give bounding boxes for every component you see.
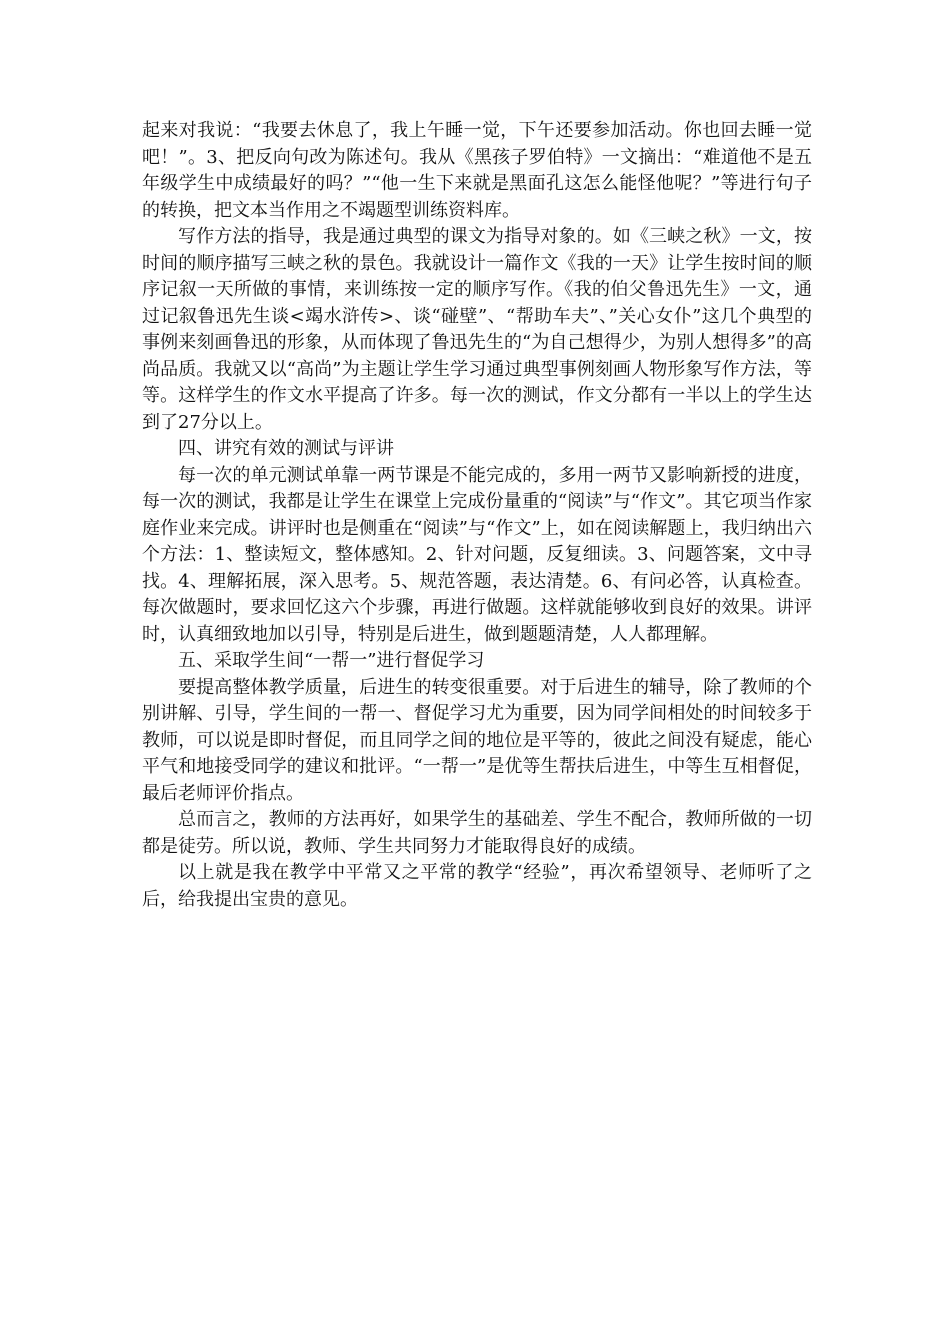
paragraph-writing-guidance: 写作方法的指导，我是通过典型的课文为指导对象的。如《三峡之秋》一文，按时间的顺序描写三峡之秋的景色。我就设计一篇作文《我的一天》让学生按时间的顺序记叙一天所做的事情，来训练按一定的顺序写作。《我的伯父鲁迅先生》一文，通过记叙鲁迅先生谈<竭水浒传>、谈“碰壁”、“帮助车夫”、”关心女仆”这几个典型的事例来刻画鲁迅的形象，从而体现了鲁迅先生的“为自己想得少，为别人想得多”的高尚品质。我就又以“高尚”为主题让学生学习通过典型事例刻画人物形象写作方法，等等。这样学生的作文水平提高了许多。每一次的测试，作文分都有一半以上的学生达到了27分以上。 — [142, 226, 812, 433]
paragraph-closing: 以上就是我在教学中平常又之平常的教学“经验”，再次希望领导、老师听了之后，给我提出宝贵的意见。 — [142, 862, 812, 910]
paragraph-testing: 每一次的单元测试单靠一两节课是不能完成的，多用一两节又影响新授的进度，每一次的测试，我都是让学生在课堂上完成份量重的“阅读”与“作文”。其它项当作家庭作业来完成。讲评时也是侧重在“阅读”与“作文”上，如在阅读解题上，我归纳出六个方法：1、整读短文，整体感知。2、针对问题，反复细读。3、问题答案，文中寻找。4、理解拓展，深入思考。5、规范答题，表达清楚。6、有问必答，认真检查。每次做题时，要求回忆这六个步骤，再进行做题。这样就能够收到良好的效果。讲评时，认真细致地加以引导，特别是后进生，做到题题清楚，人人都理解。 — [142, 464, 812, 645]
paragraph-continuation: 起来对我说：“我要去休息了，我上午睡一觉，下午还要参加活动。你也回去睡一觉吧！”。3、把反向句改为陈述句。我从《黑孩子罗伯特》一文摘出：“难道他不是五年级学生中成绩最好的吗？”“他一生下来就是黑面孔这怎么能怪他呢？”等进行句子的转换，把文本当作用之不竭题型训练资料库。 — [142, 120, 812, 221]
section-heading-peer-help: 五、采取学生间“一帮一”进行督促学习 — [178, 650, 485, 671]
section-heading-testing: 四、讲究有效的测试与评讲 — [178, 438, 394, 459]
paragraph-summary: 总而言之，教师的方法再好，如果学生的基础差、学生不配合，教师所做的一切都是徒劳。所以说，教师、学生共同努力才能取得良好的成绩。 — [142, 809, 812, 857]
document-body — [142, 118, 812, 913]
paragraph-peer-help: 要提高整体教学质量，后进生的转变很重要。对于后进生的辅导，除了教师的个别讲解、引导，学生间的一帮一、督促学习尤为重要，因为同学间相处的时间较多于教师，可以说是即时督促，而且同学之间的地位是平等的，彼此之间没有疑虑，能心平气和地接受同学的建议和批评。“一帮一”是优等生帮扶后进生，中等生互相督促，最后老师评价指点。 — [142, 676, 812, 804]
